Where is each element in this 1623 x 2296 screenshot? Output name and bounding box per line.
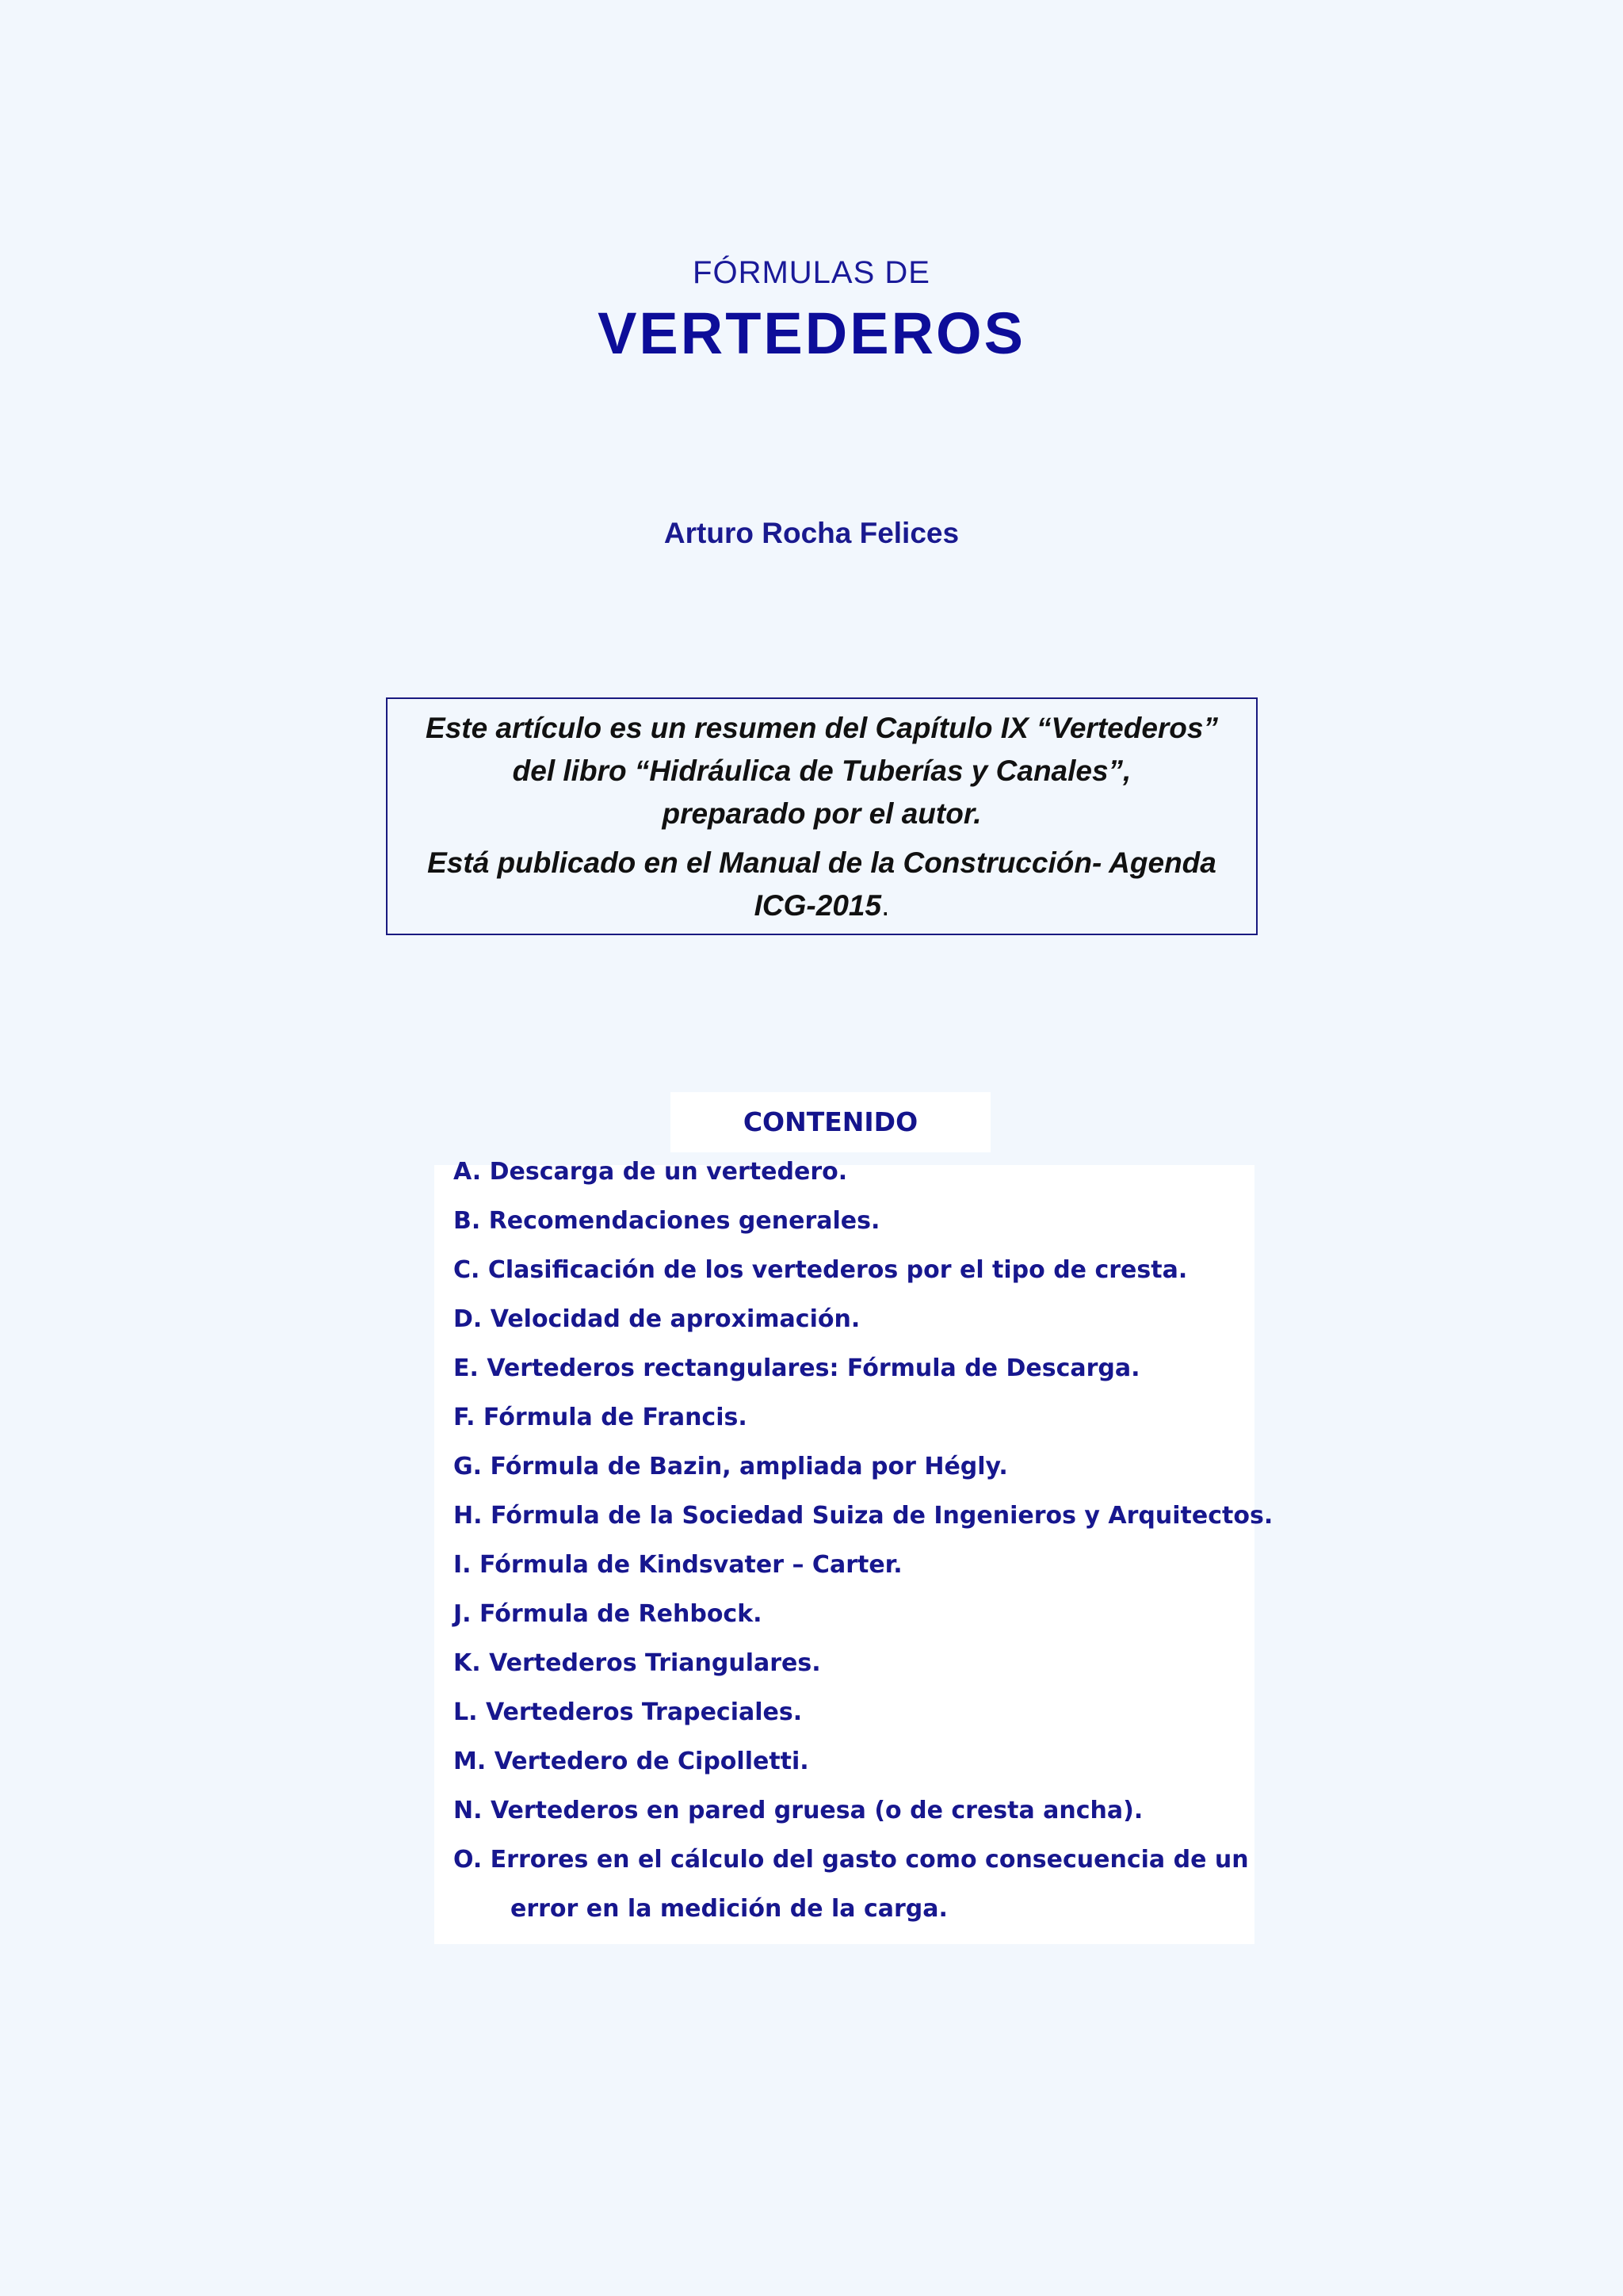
contents-list (453, 1158, 1274, 1934)
contents-item: L. Vertederos Trapeciales. (453, 1698, 803, 1726)
summary-paragraph-1 (388, 707, 1256, 835)
summary-line-5-end: . (881, 889, 890, 922)
summary-paragraph-2 (388, 842, 1256, 927)
document-title: VERTEDEROS (598, 300, 1025, 366)
contents-item: D. Velocidad de aproximación. (453, 1305, 861, 1333)
document-subtitle: FÓRMULAS DE (693, 255, 930, 290)
contents-box (434, 1158, 1274, 1944)
summary-line-4: Está publicado en el Manual de la Construcción- Agenda (427, 846, 1216, 879)
author-name: Arturo Rocha Felices (663, 517, 960, 549)
contents-item: H. Fórmula de la Sociedad Suiza de Ingenieros y Arquitectos. (453, 1502, 1274, 1530)
summary-line-1: Este artículo es un resumen del Capítulo IX “Vertederos” (426, 712, 1218, 744)
contents-item: I. Fórmula de Kindsvater – Carter. (453, 1551, 903, 1579)
contents-item: N. Vertederos en pared gruesa (o de cresta ancha). (453, 1797, 1144, 1824)
summary-line-2: del libro “Hidráulica de Tuberías y Canales”, (512, 755, 1132, 787)
contents-item-continuation: error en la medición de la carga. (510, 1895, 948, 1923)
contents-item: C. Clasificación de los vertederos por el tipo de cresta. (453, 1256, 1188, 1284)
contents-item: G. Fórmula de Bazin, ampliada por Hégly. (453, 1453, 1008, 1480)
contents-item: F. Fórmula de Francis. (453, 1404, 747, 1431)
contents-item: K. Vertederos Triangulares. (453, 1649, 821, 1677)
contents-item: O. Errores en el cálculo del gasto como consecuencia de un (453, 1846, 1249, 1874)
contents-item: J. Fórmula de Rehbock. (453, 1600, 762, 1628)
summary-line-3: preparado por el autor. (662, 797, 982, 830)
summary-line-5: ICG-2015 (754, 889, 882, 922)
contents-heading: CONTENIDO (670, 1092, 991, 1152)
contents-item: E. Vertederos rectangulares: Fórmula de Descarga. (453, 1354, 1140, 1382)
contents-item: M. Vertedero de Cipolletti. (453, 1748, 809, 1775)
contents-item: A. Descarga de un vertedero. (453, 1158, 848, 1186)
summary-box (386, 697, 1258, 935)
contents-item-o (453, 1836, 1254, 1934)
contents-item: B. Recomendaciones generales. (453, 1207, 880, 1235)
